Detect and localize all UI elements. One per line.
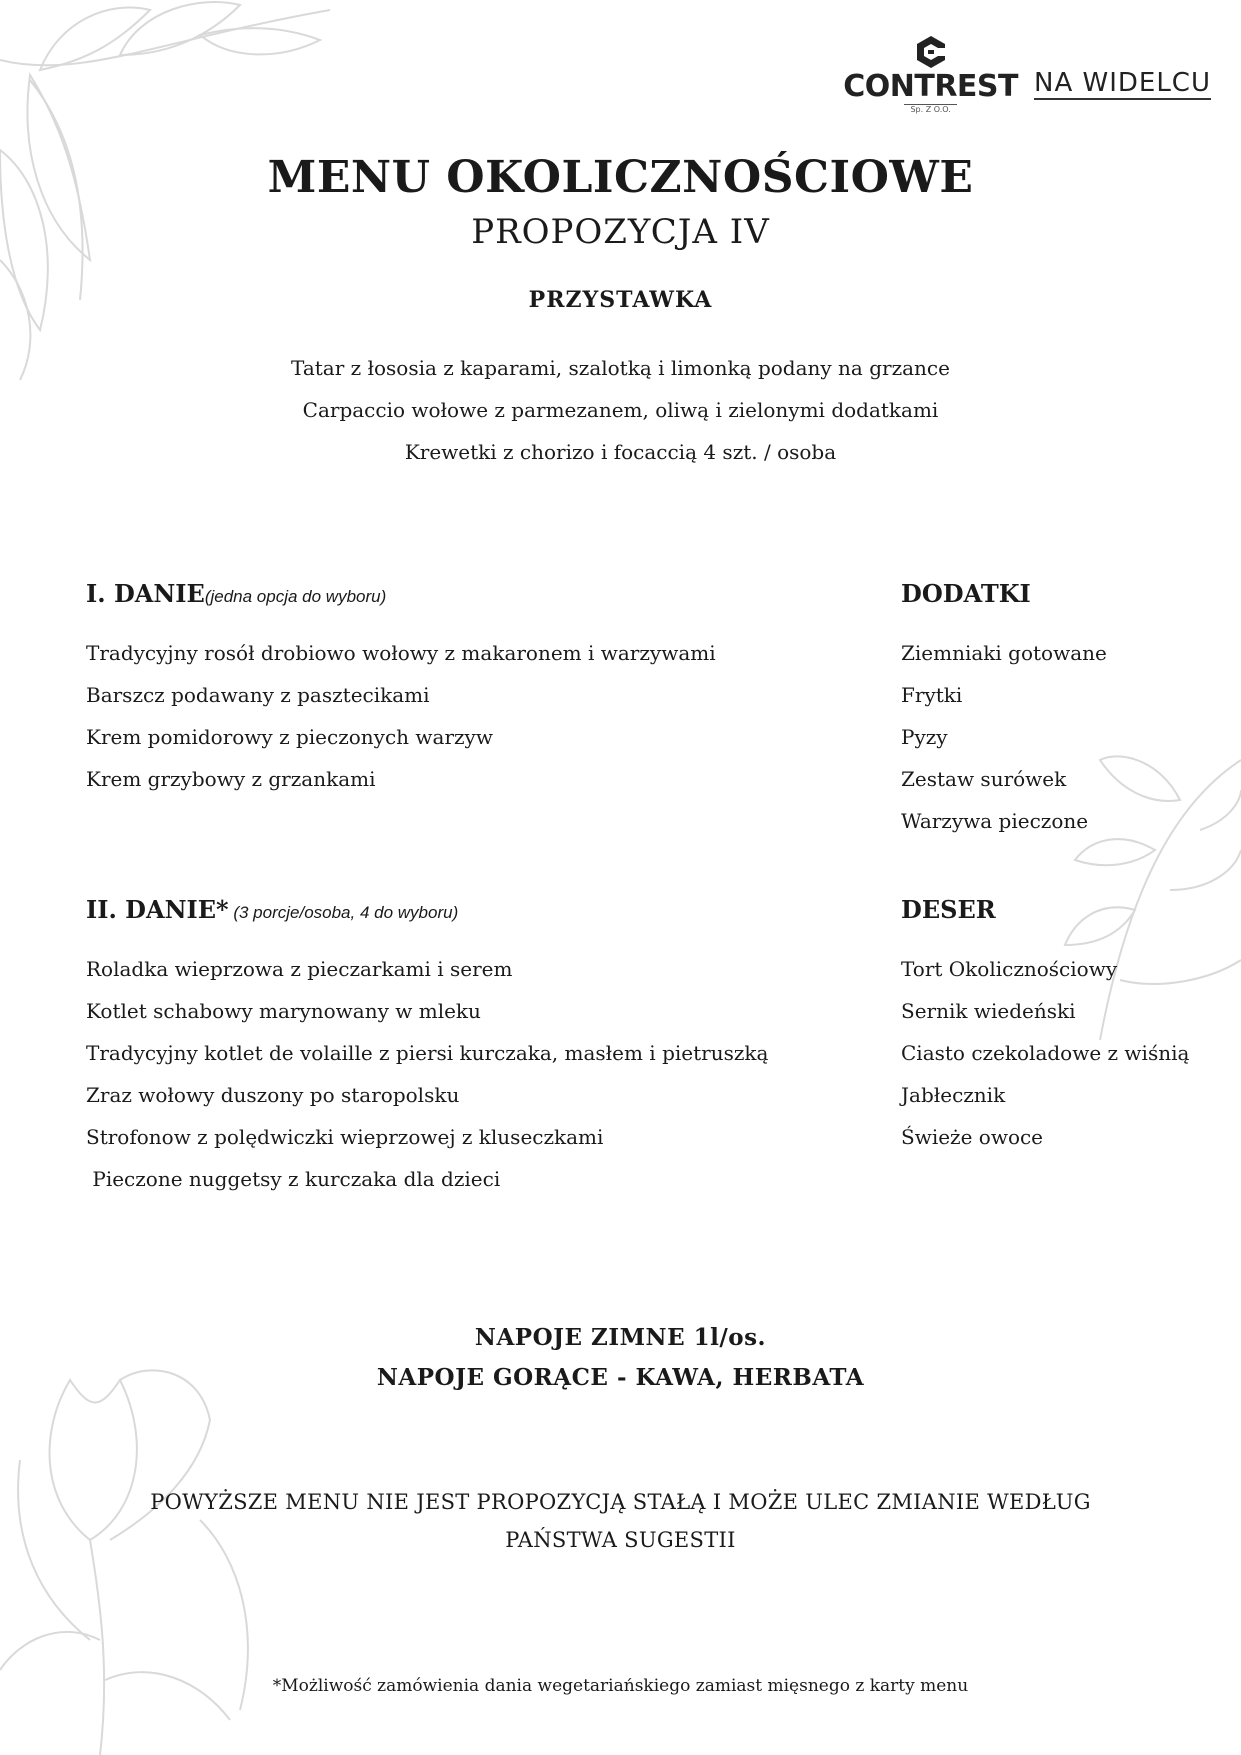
- second-course-note: (3 porcje/osoba, 4 do wyboru): [228, 903, 459, 922]
- list-item: Frytki: [901, 683, 963, 707]
- na-widelcu-logo: NA WIDELCU: [1034, 68, 1211, 98]
- first-course-note: (jedna opcja do wyboru): [204, 587, 387, 606]
- list-item: Tatar z łososia z kaparami, szalotką i limonką podany na grzance: [291, 356, 950, 380]
- list-item: Tradycyjny rosół drobiowo wołowy z makaronem i warzywami: [86, 641, 716, 665]
- first-course-title: I. DANIE: [86, 579, 205, 608]
- drinks-section: [0, 1318, 1241, 1398]
- second-course-heading: [86, 890, 768, 930]
- list-item: Warzywa pieczone: [901, 809, 1089, 833]
- list-item: Zraz wołowy duszony po staropolsku: [86, 1083, 460, 1107]
- dessert-list: [901, 948, 1189, 1158]
- second-course-list: [86, 948, 768, 1200]
- list-item: Barszcz podawany z pasztecikami: [86, 683, 430, 707]
- drinks-hot: NAPOJE GORĄCE - KAWA, HERBATA: [376, 1364, 865, 1391]
- list-item: Ciasto czekoladowe z wiśnią: [901, 1041, 1190, 1065]
- dessert-section: [901, 890, 1189, 1158]
- page-subtitle: PROPOZYCJA IV: [471, 212, 770, 252]
- first-course-heading: [86, 574, 716, 614]
- sides-heading: DODATKI: [901, 579, 1031, 608]
- list-item: Roladka wieprzowa z pieczarkami i serem: [86, 957, 513, 981]
- list-item: Ziemniaki gotowane: [901, 641, 1107, 665]
- contrest-mark-icon: [914, 34, 948, 70]
- starter-heading: PRZYSTAWKA: [528, 287, 713, 313]
- list-item: Pyzy: [901, 725, 948, 749]
- list-item: Kotlet schabowy marynowany w mleku: [86, 999, 481, 1023]
- header-logos: [843, 34, 1211, 114]
- list-item: Sernik wiedeński: [901, 999, 1076, 1023]
- menu-notice: POWYŻSZE MENU NIE JEST PROPOZYCJĄ STAŁĄ I MOŻE ULEC ZMIANIE WEDŁUG PAŃSTWA SUGESTII: [150, 1490, 1091, 1552]
- list-item: Pieczone nuggetsy z kurczaka dla dzieci: [86, 1167, 501, 1191]
- list-item: Zestaw surówek: [901, 767, 1067, 791]
- list-item: Tradycyjny kotlet de volaille z piersi kurczaka, masłem i pietruszką: [86, 1041, 769, 1065]
- sides-section: [901, 574, 1107, 842]
- list-item: Krem pomidorowy z pieczonych warzyw: [86, 725, 493, 749]
- drinks-cold: NAPOJE ZIMNE 1l/os.: [474, 1324, 767, 1351]
- list-item: Krem grzybowy z grzankami: [86, 767, 376, 791]
- footnote: *Możliwość zamówienia dania wegetariańskiego zamiast mięsnego z karty menu: [272, 1676, 969, 1696]
- second-course-title: II. DANIE*: [86, 895, 229, 924]
- list-item: Świeże owoce: [901, 1125, 1044, 1149]
- second-course-section: [86, 890, 768, 1200]
- list-item: Strofonow z polędwiczki wieprzowej z kluseczkami: [86, 1125, 604, 1149]
- list-item: Tort Okolicznościowy: [901, 957, 1118, 981]
- list-item: Jabłecznik: [901, 1083, 1006, 1107]
- list-item: Carpaccio wołowe z parmezanem, oliwą i zielonymi dodatkami: [302, 398, 939, 422]
- first-course-list: [86, 632, 716, 800]
- dessert-heading: DESER: [901, 895, 996, 924]
- sides-list: [901, 632, 1107, 842]
- list-item: Krewetki z chorizo i focaccią 4 szt. / osoba: [404, 440, 837, 464]
- contrest-name: CONTREST: [843, 69, 1018, 104]
- first-course-section: [86, 574, 716, 800]
- page-title: MENU OKOLICZNOŚCIOWE: [267, 152, 974, 203]
- starter-list: [0, 347, 1241, 473]
- contrest-sub: Sp. Z O.O.: [904, 104, 956, 114]
- contrest-logo: [843, 34, 1018, 114]
